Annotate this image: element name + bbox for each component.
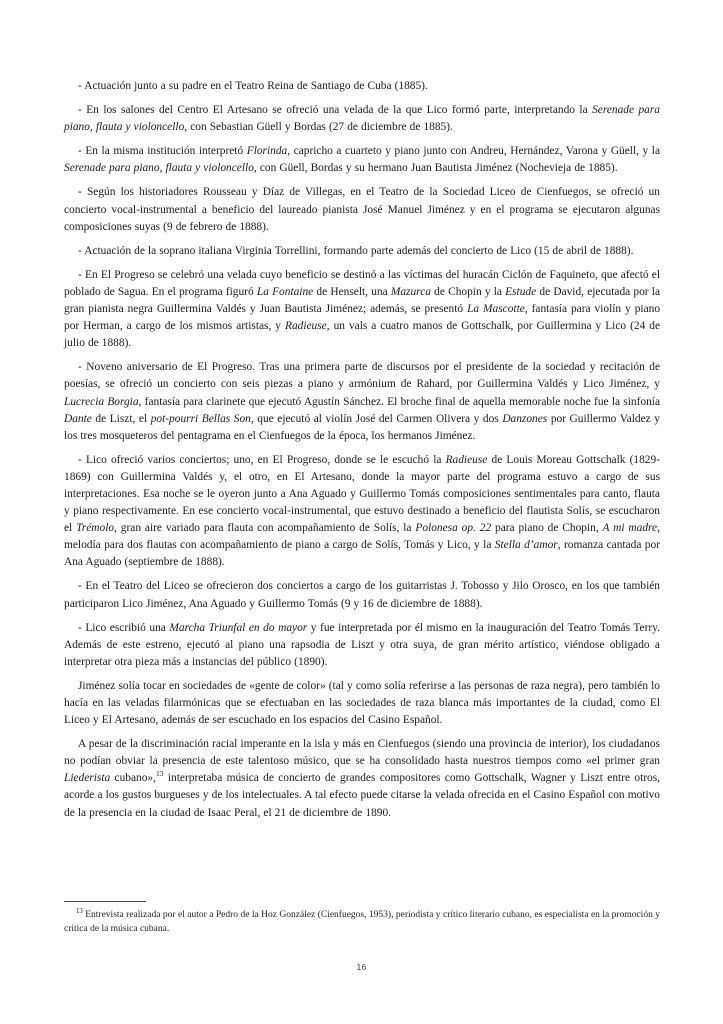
body-paragraph: - En los salones del Centro El Artesano se ofreció una velada de la que Lico formó parte, interpretando la Serenade para piano, flauta y violoncello, con Sebastian Güell y Bordas (27 de diciembre de 1885).	[64, 104, 660, 134]
body-paragraph: - Lico ofreció varios conciertos; uno, en El Progreso, donde se le escuchó la Radieuse de Louis Moreau Gottschalk (1829-1869) con Guillermina Valdés y, el otro, en El Artesano, donde la mayor parte del programa estuvo a cargo de sus interpretaciones. Esa noche se le oyeron junto a Ana Aguado y Guillermo Tomás composiciones sentimentales para canto, flauta y piano respectivamente. En ese concierto vocal-instrumental, que estuvo destinado a beneficio del flautista Solís, se escucharon el Trémolo, gran aire variado para flauta con acompañamiento de Solís, la Polonesa op. 22 para piano de Chopin, A mi madre, melodía para dos flautas con acompañamiento de piano a cargo de Solís, Tomás y Lico, y la Stella d’amor, romanza cantada por Ana Aguado (septiembre de 1888).	[64, 453, 660, 569]
body-paragraph: - Actuación junto a su padre en el Teatro Reina de Santiago de Cuba (1885).	[78, 80, 428, 92]
body-paragraph: - En El Progreso se celebró una velada cuyo beneficio se destinó a las víctimas del huracán Ciclón de Faquineto, que afectó el poblado de Sagua. En el programa figuró La Fontaine de Henselt, una Mazurca de Chopin y la Estude de David, ejecutada por la gran pianista negra Guillermina Valdés y Juan Bautista Jiménez; además, se presentó La Mascotte, fantasía para violín y piano por Herman, a cargo de los mismos artistas, y Radieuse, un vals a cuatro manos de Gottschalk, por Guillermina y Lico (24 de julio de 1888).	[64, 268, 661, 350]
body-paragraph: - Actuación de la soprano italiana Virginia Torrellini, formando parte además del concierto de Lico (15 de abril de 1888).	[78, 244, 634, 257]
footnote-block	[64, 901, 660, 936]
body-paragraph: Jiménez solía tocar en sociedades de «gente de color» (tal y como solía referirse a las personas de raza negra), pero también lo hacía en las veladas filarmónicas que se efectuaban en las sociedades de raza blanca más importantes de la ciudad, como El Liceo y El Artesano, además de ser escuchado en los espacios del Casino Español.	[64, 679, 660, 727]
body-text-column	[64, 78, 660, 822]
footnote-separator-rule	[64, 901, 146, 902]
body-paragraph: - En el Teatro del Liceo se ofrecieron dos conciertos a cargo de los guitarristas J. Tobosso y Jilo Orosco, en los que también participaron Lico Jiménez, Ana Aguado y Guillermo Tomás (9 y 16 de diciembre de 1888).	[64, 580, 660, 610]
page-number: 16	[356, 962, 367, 972]
footnote-entry: $^{13}$ Entrevista realizada por el autor a Pedro de la Hoz González (Cienfuegos, 1953), periodista y crítico literario cubano, es especialista en la promoción y crítica de la música cubana.	[64, 907, 660, 935]
body-paragraph: - Lico escribió una Marcha Triunfal en do mayor y fue interpretada por él mismo en la inauguración del Teatro Tomás Terry. Además de este estreno, ejecutó al piano una rapsodia de Liszt y otra suya, de gran mérito artístico, viéndose obligado a interpretar otra pieza más a instancias del público (1890).	[64, 621, 660, 668]
body-paragraph: - Según los historiadores Rousseau y Díaz de Villegas, en el Teatro de la Sociedad Liceo de Cienfuegos, se ofreció un concierto vocal-instrumental a beneficio del laureado pianista José Manuel Jiménez y en el programa se ejecutaron algunas composiciones suyas (9 de febrero de 1888).	[64, 186, 660, 233]
body-paragraph: - Noveno aniversario de El Progreso. Tras una primera parte de discursos por el presidente de la sociedad y recitación de poesías, se ofreció un concierto con seis piezas a piano y armónium de Rahard, por Guillermina Valdés y Lico Jiménez, y Lucrecia Borgia, fantasía para clarinete que ejecutó Agustín Sánchez. El broche final de aquella memorable noche fue la sinfonía Dante de Liszt, el pot-pourri Bellas Son, que ejecutó al violín José del Carmen Olivera y dos Danzones por Guillermo Valdez y los tres mosqueteros del pentagrama en el Cienfuegos de la época, los hermanos Jiménez.	[64, 361, 660, 442]
body-paragraph: A pesar de la discriminación racial imperante en la isla y más en Cienfuegos (siendo una provincia de interior), los ciudadanos no podían obviar la presencia de este talentoso músico, que se ha consolidado hasta nuestros tiempos como «el primer gran Liederista cubano»,$^{13}$ interpretaba música de concierto de grandes compositores como Gottschalk, Wagner y Liszt entre otros, acorde a los gustos burgueses y de los intelectuales. A tal efecto puede citarse la velada ofrecida en el Casino Español con motivo de la presencia en la ciudad de Isaac Peral, el 21 de diciembre de 1890.	[64, 738, 660, 819]
body-paragraph: - En la misma institución interpretó Florinda, capricho a cuarteto y piano junto con Andreu, Hernández, Varona y Güell, y la Serenade para piano, flauta y violoncello, con Güell, Bordas y su hermano Juan Bautista Jiménez (Nochevieja de 1885).	[64, 145, 660, 175]
